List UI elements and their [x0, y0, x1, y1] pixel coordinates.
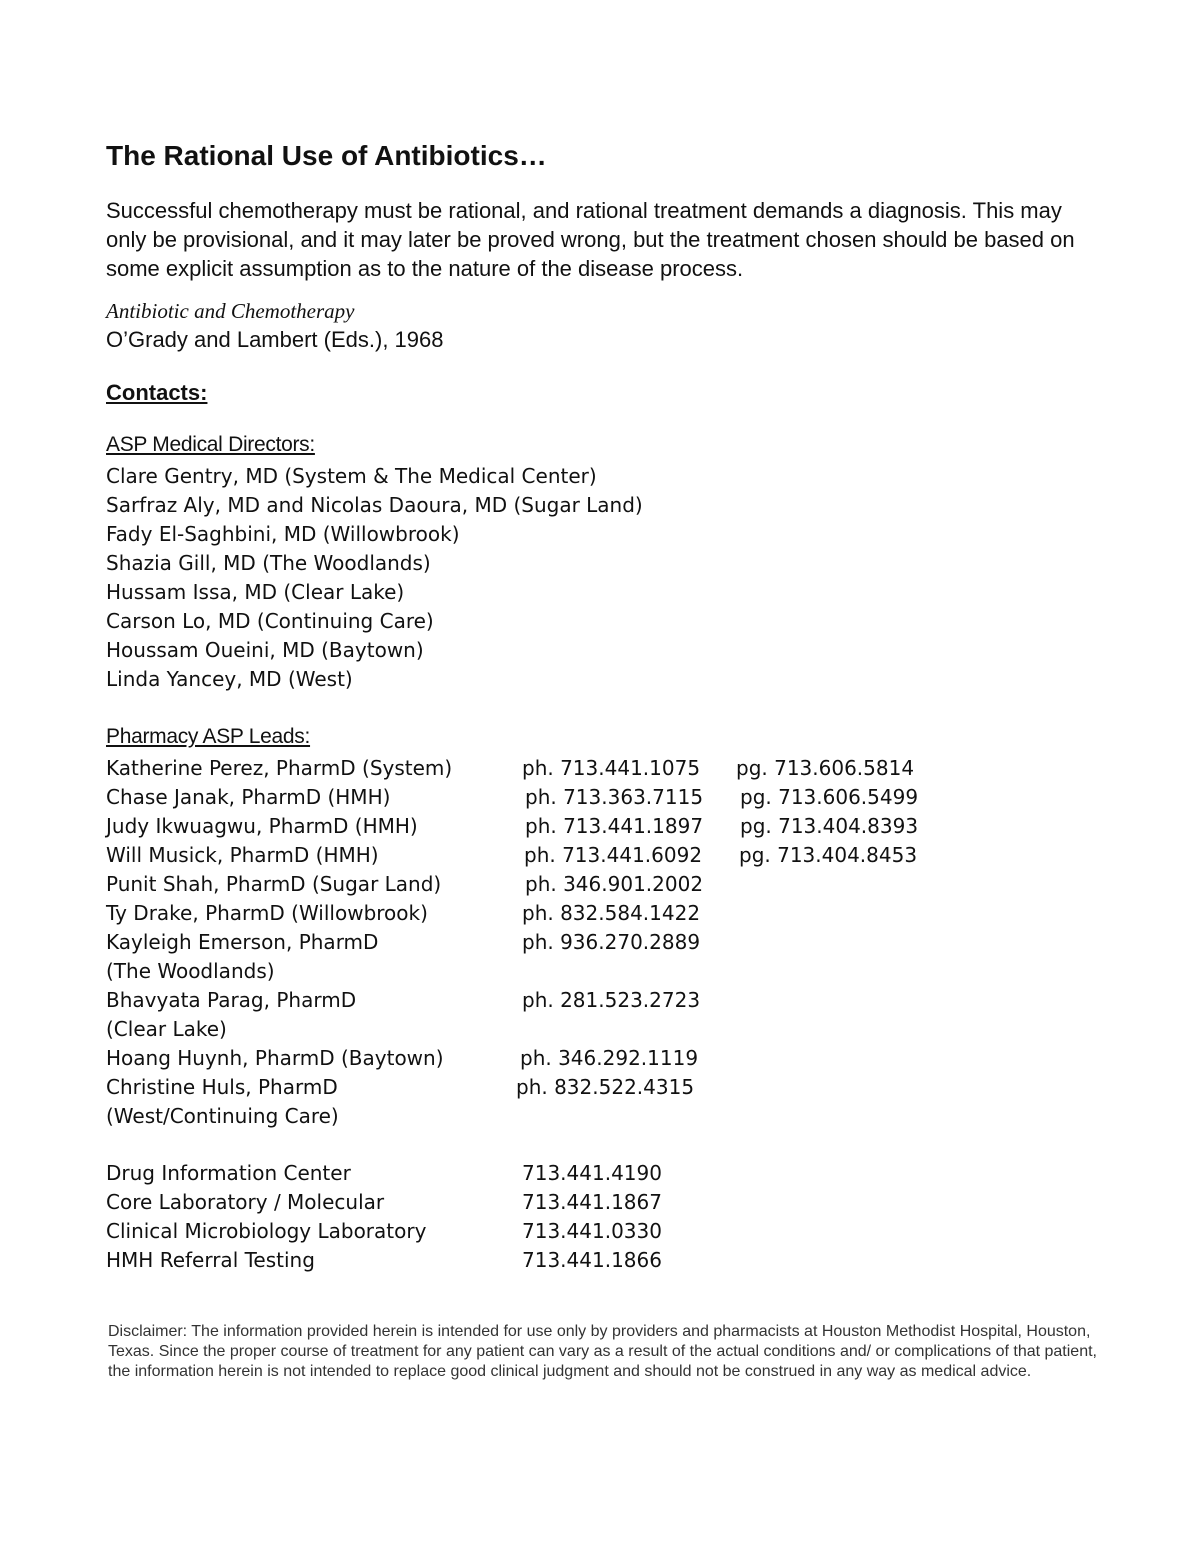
lab-phone: 713.441.1866: [522, 1248, 662, 1272]
lead-pager: pg. 713.606.5499: [740, 785, 919, 809]
medical-directors-heading: ASP Medical Directors:: [106, 433, 315, 456]
lead-phone: ph. 713.441.1075: [522, 756, 701, 780]
lead-phone: ph. 832.522.4315: [516, 1075, 695, 1099]
lead-row: [106, 928, 701, 957]
director-item: Carson Lo, MD (Continuing Care): [106, 609, 434, 633]
lead-phone: ph. 713.363.7115: [525, 785, 704, 809]
lead-phone: ph. 713.441.1897: [525, 814, 704, 838]
lab-phone: 713.441.4190: [522, 1161, 662, 1185]
director-item: Houssam Oueini, MD (Baytown): [106, 638, 424, 662]
lead-name: Christine Huls, PharmD: [106, 1075, 338, 1099]
page-title: The Rational Use of Antibiotics…: [106, 140, 547, 171]
director-item: Shazia Gill, MD (The Woodlands): [106, 551, 431, 575]
lead-name: Judy Ikwuagwu, PharmD (HMH): [106, 814, 418, 838]
lead-row: [106, 870, 704, 899]
contacts-heading: Contacts:: [106, 380, 208, 405]
lead-phone: ph. 346.901.2002: [525, 872, 704, 896]
lab-name: Drug Information Center: [106, 1161, 351, 1185]
lead-name-continued: (Clear Lake): [106, 1017, 227, 1041]
director-item: Clare Gentry, MD (System & The Medical Center): [106, 464, 597, 488]
lead-name: Ty Drake, PharmD (Willowbrook): [106, 901, 428, 925]
lab-name: HMH Referral Testing: [106, 1248, 315, 1272]
lead-pager: pg. 713.606.5814: [736, 756, 915, 780]
source-title: Antibiotic and Chemotherapy: [106, 299, 355, 323]
lead-row: [106, 812, 919, 841]
lead-row: [106, 1044, 699, 1073]
lead-pager: pg. 713.404.8453: [739, 843, 918, 867]
lead-row: [106, 754, 915, 783]
lead-pager: pg. 713.404.8393: [740, 814, 919, 838]
lead-name: Kayleigh Emerson, PharmD: [106, 930, 379, 954]
pharmacy-leads-heading: Pharmacy ASP Leads:: [106, 725, 311, 748]
lead-name: Will Musick, PharmD (HMH): [106, 843, 379, 867]
lab-phone: 713.441.0330: [522, 1219, 662, 1243]
lead-phone: ph. 936.270.2889: [522, 930, 701, 954]
lead-row: [106, 841, 918, 870]
lead-phone: ph. 832.584.1422: [522, 901, 701, 925]
lead-name: Punit Shah, PharmD (Sugar Land): [106, 872, 442, 896]
lead-phone: ph. 281.523.2723: [522, 988, 701, 1012]
lab-phone: 713.441.1867: [522, 1190, 662, 1214]
lead-name-continued: (The Woodlands): [106, 959, 275, 983]
director-item: Fady El-Saghbini, MD (Willowbrook): [106, 522, 460, 546]
lead-phone: ph. 713.441.6092: [524, 843, 703, 867]
lab-name: Clinical Microbiology Laboratory: [106, 1219, 427, 1243]
lead-name-continued: (West/Continuing Care): [106, 1104, 339, 1128]
lead-row: [106, 986, 701, 1015]
source-authors: O’Grady and Lambert (Eds.), 1968: [106, 327, 444, 352]
lead-name: Bhavyata Parag, PharmD: [106, 988, 357, 1012]
lead-row: [106, 1073, 695, 1102]
lead-row: [106, 899, 701, 928]
director-item: Sarfraz Aly, MD and Nicolas Daoura, MD (Sugar Land): [106, 493, 643, 517]
lead-name: Katherine Perez, PharmD (System): [106, 756, 453, 780]
lab-name: Core Laboratory / Molecular: [106, 1190, 385, 1214]
disclaimer-text: Disclaimer: The information provided herein is intended for use only by providers and pharmacists at Houston Methodist Hospital, Houston, Texas. Since the proper course of treatment for any patient can vary as a result of the actual conditions and/ or complications of that patient, the information herein is not intended to replace good clinical judgment and should not be construed in any way as medical advice.: [108, 1323, 1097, 1380]
pharmacy-leads-list: [106, 754, 919, 1131]
lead-row: [106, 783, 919, 812]
lead-name: Hoang Huynh, PharmD (Baytown): [106, 1046, 444, 1070]
director-item: Linda Yancey, MD (West): [106, 667, 353, 691]
medical-directors-list: [106, 462, 643, 694]
director-item: Hussam Issa, MD (Clear Lake): [106, 580, 405, 604]
lead-name: Chase Janak, PharmD (HMH): [106, 785, 391, 809]
quote-paragraph: Successful chemotherapy must be rational, and rational treatment demands a diagnosis. This may only be provisional, and it may later be proved wrong, but the treatment chosen should be based on some explicit assumption as to the nature of the disease process.: [106, 198, 1075, 281]
lead-phone: ph. 346.292.1119: [520, 1046, 699, 1070]
